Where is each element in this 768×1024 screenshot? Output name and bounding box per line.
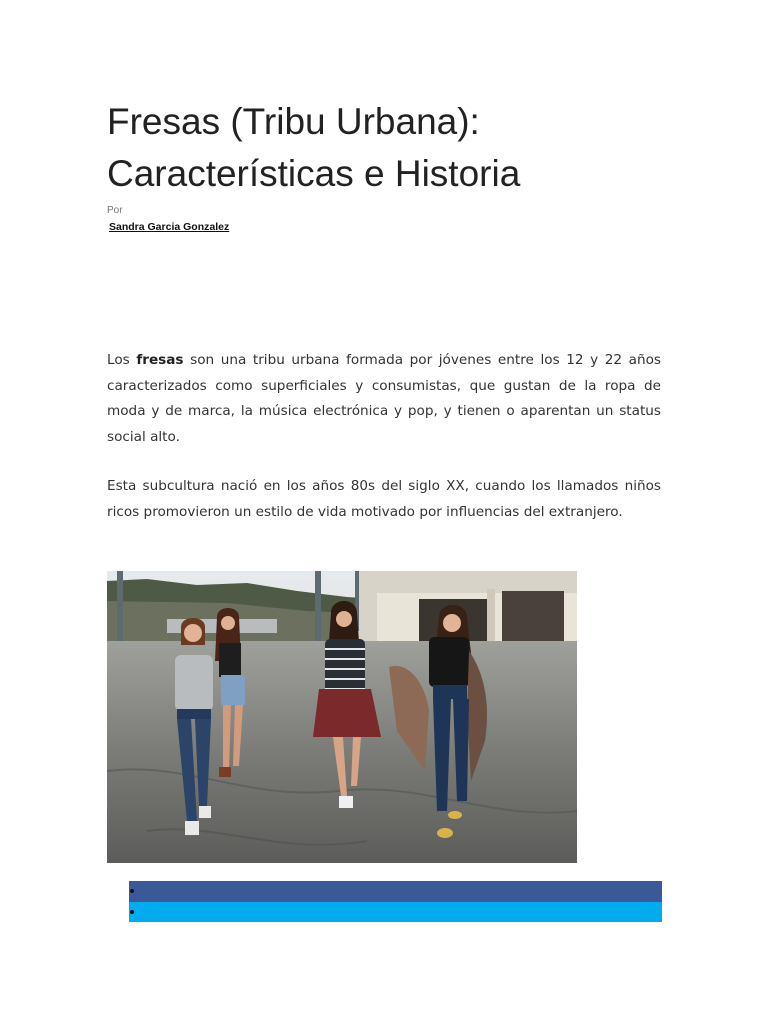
intro-paragraph [107, 348, 661, 450]
share-buttons [129, 881, 662, 922]
intro-lead: Los [107, 352, 137, 368]
twitter-share-bar[interactable] [129, 902, 662, 923]
article-photo [107, 571, 577, 863]
author-link[interactable]: Sandra Garcia Gonzalez [109, 221, 230, 233]
article-title: Fresas (Tribu Urbana): Características e Historia [107, 101, 521, 194]
photo-four-women-walking [107, 571, 577, 863]
history-paragraph: Esta subcultura nació en los años 80s del siglo XX, cuando los llamados niños ricos promovieron un estilo de vida motivado por influencias del extranjero. [107, 478, 661, 520]
intro-rest: son una tribu urbana formada por jóvenes entre los 12 y 22 años caracterizados como superficiales y consumistas, que gustan de la ropa de moda y de marca, la música electrónica y pop, y tienen o aparentan un status social alto. [107, 352, 661, 445]
facebook-share-bar[interactable] [129, 881, 662, 902]
intro-bold-term: fresas [136, 352, 184, 368]
byline-label: Por [107, 205, 123, 216]
